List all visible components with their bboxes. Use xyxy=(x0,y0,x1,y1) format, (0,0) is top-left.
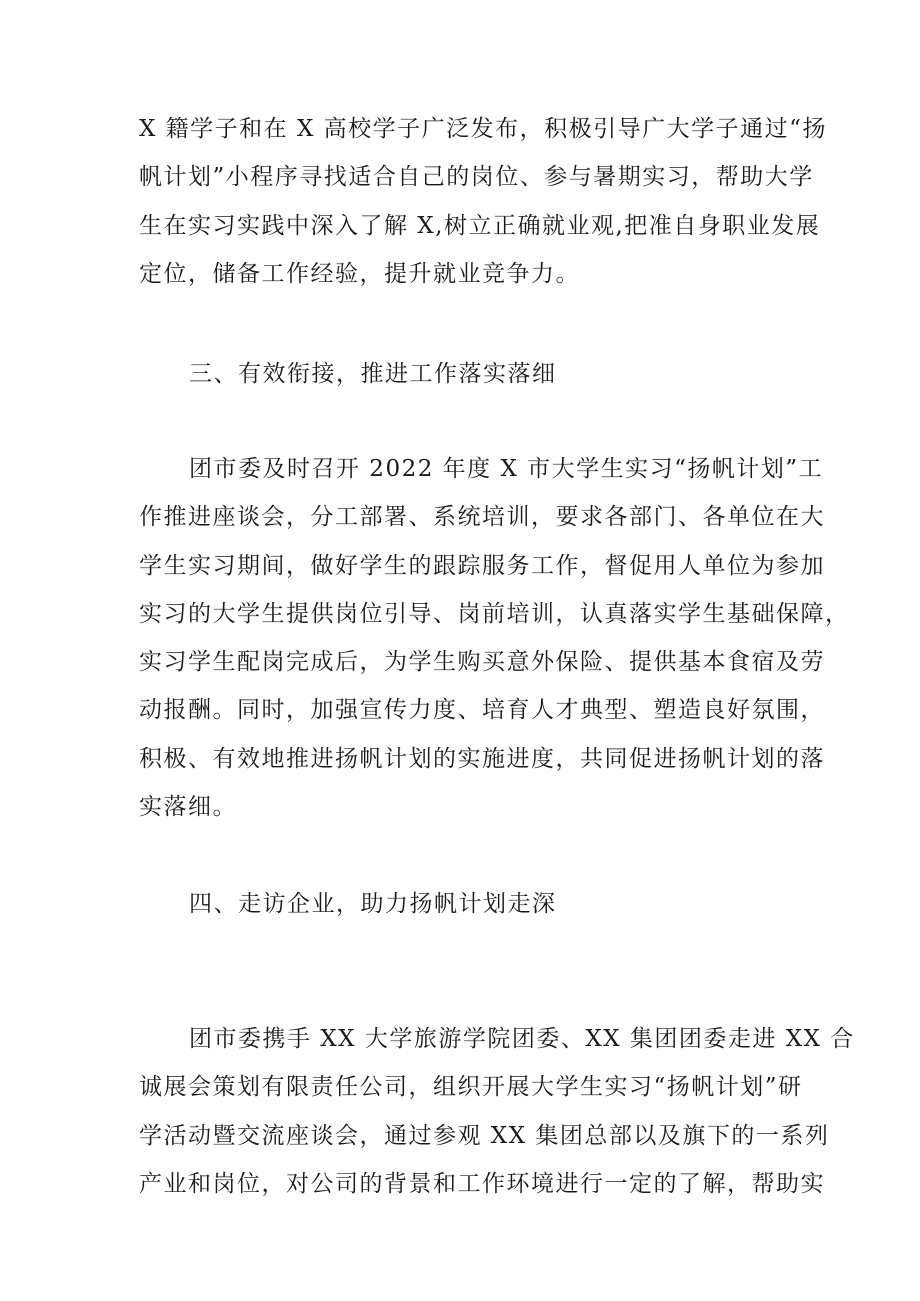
section-heading-4: 四、走访企业，助力扬帆计划走深 xyxy=(189,891,557,917)
paragraph-line: 帆计划”小程序寻找适合自己的岗位、参与暑期实习，帮助大学 xyxy=(139,164,814,191)
paragraph-line: 作推进座谈会，分工部署、系统培训，要求各部门、各单位在大 xyxy=(139,504,825,531)
paragraph-line: 实落细。 xyxy=(139,794,237,821)
paragraph-line: 积极、有效地推进扬帆计划的实施进度，共同促进扬帆计划的落 xyxy=(139,745,825,772)
paragraph-line: 诚展会策划有限责任公司，组织开展大学生实习“扬帆计划”研 xyxy=(139,1074,803,1101)
paragraph-line: 动报酬。同时，加强宣传力度、培育人才典型、塑造良好氛围， xyxy=(139,697,825,724)
paragraph-line: 定位，储备工作经验，提升就业竞争力。 xyxy=(139,260,580,287)
paragraph-line: 产业和岗位，对公司的背景和工作环境进行一定的了解，帮助实 xyxy=(139,1170,825,1197)
paragraph-2 xyxy=(139,445,850,831)
paragraph-line: 学活动暨交流座谈会，通过参观 XX 集团总部以及旗下的一系列 xyxy=(139,1122,830,1149)
section-heading-3: 三、有效衔接，推进工作落实落细 xyxy=(189,361,557,387)
paragraph-line: 学生实习期间，做好学生的跟踪服务工作，督促用人单位为参加 xyxy=(139,552,825,579)
paragraph-line: 团市委携手 XX 大学旅游学院团委、XX 集团团委走进 XX 合 xyxy=(189,1026,855,1052)
paragraph-line: 团市委及时召开 2022 年度 X 市大学生实习“扬帆计划”工 xyxy=(189,456,824,482)
paragraph-line: 实习的大学生提供岗位引导、岗前培训，认真落实学生基础保障， xyxy=(139,600,850,627)
paragraph-line: 生在实习实践中深入了解 X,树立正确就业观,把准自身职业发展 xyxy=(139,212,821,239)
paragraph-line: 实习学生配岗完成后，为学生购买意外保险、提供基本食宿及劳 xyxy=(139,649,825,676)
paragraph-1 xyxy=(139,105,827,298)
paragraph-line: X 籍学子和在 X 高校学子广泛发布，积极引导广大学子通过“扬 xyxy=(139,116,827,142)
paragraph-3 xyxy=(139,1015,855,1208)
